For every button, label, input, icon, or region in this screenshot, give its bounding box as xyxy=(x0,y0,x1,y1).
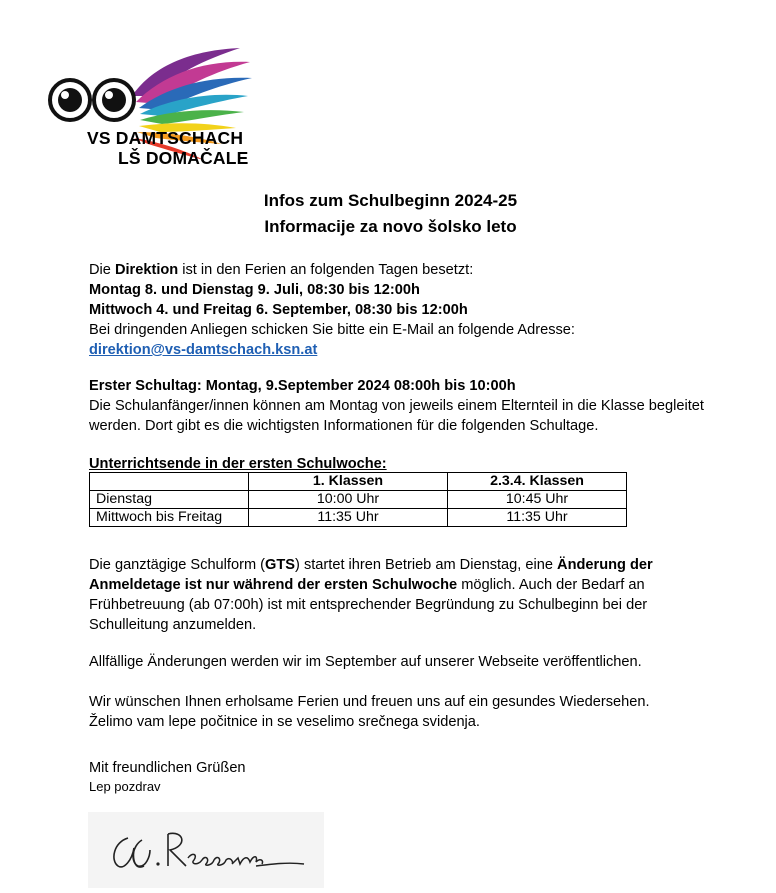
direktion-paragraph xyxy=(89,260,709,360)
wishes-paragraph xyxy=(89,692,709,732)
first-day-heading: Erster Schultag: Montag, 9.September 2024 08:00h bis 10:00h xyxy=(89,378,516,394)
direktion-dates-july: Montag 8. und Dienstag 9. Juli, 08:30 bis 12:00h xyxy=(89,282,420,298)
direktion-intro: Die Direktion ist in den Ferien an folgenden Tagen besetzt: xyxy=(89,262,474,278)
logo-text-line1: VS DAMTSCHACH xyxy=(87,128,244,148)
wishes-sl: Želimo vam lepe počitnice in se veselimo srečnega svidenja. xyxy=(89,714,480,730)
table-cell: Mittwoch bis Freitag xyxy=(90,509,249,527)
signature xyxy=(88,812,324,888)
first-day-text: Die Schulanfänger/innen können am Montag von jeweils einem Elternteil in die Klasse begleitet werden. Dort gibt es die wichtigsten Informationen für die folgenden Schultage. xyxy=(89,398,704,434)
document-title xyxy=(0,188,776,240)
table-row xyxy=(90,509,627,527)
table-cell: 10:45 Uhr xyxy=(448,491,627,509)
title-line-de: Infos zum Schulbeginn 2024-25 xyxy=(263,191,518,210)
wishes-de: Wir wünschen Ihnen erholsame Ferien und freuen uns auf ein gesundes Wiedersehen. xyxy=(89,694,650,710)
signature-icon xyxy=(88,812,324,888)
first-day-paragraph xyxy=(89,376,709,436)
logo-text-line2: LŠ DOMAČALE xyxy=(118,148,249,168)
gts-paragraph: Die ganztägige Schulform (GTS) startet ihren Betrieb am Dienstag, eine Änderung der Anmeldetage ist nur während der ersten Schulwoche möglich. Auch der Bedarf an Frühbetreuung (ab 07:00h) ist mit entsprechender Begründung zu Schulbeginn bei der Schulleitung anzumelden. xyxy=(89,557,653,633)
closing-de: Mit freundlichen Grüßen xyxy=(89,760,246,776)
email-note: Bei dringenden Anliegen schicken Sie bitte ein E-Mail an folgende Adresse: xyxy=(89,322,575,338)
schedule-table xyxy=(89,472,627,527)
table-row xyxy=(90,491,627,509)
table-cell: Dienstag xyxy=(90,491,249,509)
title-line-sl: Informacije za novo šolsko leto xyxy=(264,217,517,236)
table-cell: 11:35 Uhr xyxy=(448,509,627,527)
email-link[interactable]: direktion@vs-damtschach.ksn.at xyxy=(89,342,318,358)
changes-paragraph: Allfällige Änderungen werden wir im September auf unserer Webseite veröffentlichen. xyxy=(89,654,642,670)
table-cell: 10:00 Uhr xyxy=(249,491,448,509)
table-cell: 11:35 Uhr xyxy=(249,509,448,527)
schedule-heading: Unterrichtsende in der ersten Schulwoche: xyxy=(89,456,387,472)
closing-sl: Lep pozdrav xyxy=(89,779,161,794)
table-header-cell xyxy=(90,473,249,491)
table-header-cell: 1. Klassen xyxy=(249,473,448,491)
table-header-cell: 2.3.4. Klassen xyxy=(448,473,627,491)
direktion-dates-september: Mittwoch 4. und Freitag 6. September, 08:30 bis 12:00h xyxy=(89,302,468,318)
table-header-row xyxy=(90,473,627,491)
